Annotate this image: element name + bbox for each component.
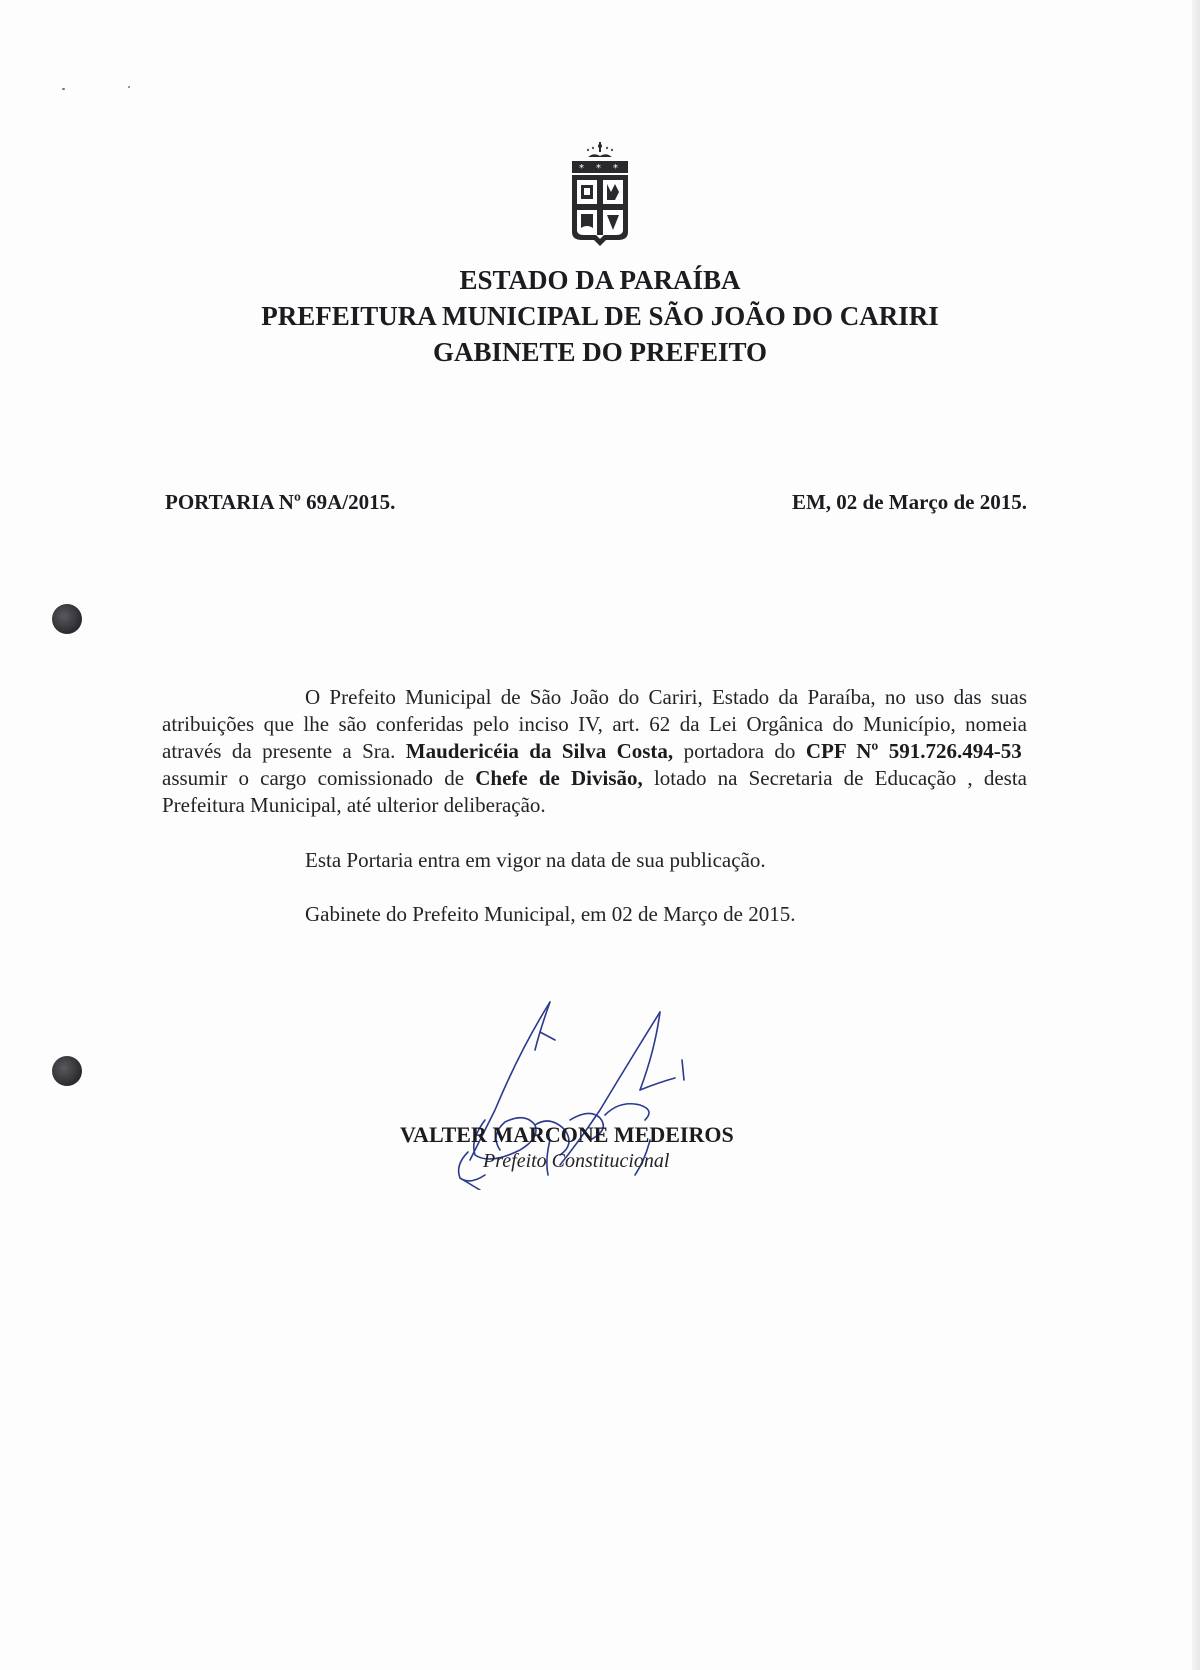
body-paragraph bbox=[162, 684, 1027, 819]
punch-hole bbox=[52, 1056, 82, 1086]
scan-speck bbox=[128, 86, 130, 88]
signer-title: Prefeito Constitucional bbox=[483, 1150, 670, 1172]
portaria-date: EM, 02 de Março de 2015. bbox=[791, 490, 1027, 514]
signer-name: VALTER MARCONE MEDEIROS bbox=[400, 1122, 734, 1147]
portaria-number: PORTARIA Nº 69A/2015. bbox=[165, 490, 396, 514]
municipal-coat-of-arms-icon bbox=[552, 140, 648, 260]
state-heading: ESTADO DA PARAÍBA bbox=[459, 265, 741, 295]
scan-edge-shadow bbox=[1192, 0, 1200, 1670]
body-after-cpf: assumir o cargo comissionado de bbox=[162, 766, 465, 790]
municipality-heading: PREFEITURA MUNICIPAL DE SÃO JOÃO DO CARIRI bbox=[261, 301, 939, 331]
cpf-number: CPF Nº 591.726.494-53 bbox=[805, 739, 1022, 763]
position-title: Chefe de Divisão, bbox=[475, 766, 643, 790]
in-force-statement: Esta Portaria entra em vigor na data de sua publicação. bbox=[305, 848, 766, 872]
body-intro: O Prefeito Municipal de São João do Cariri, Estado da Paraíba, no uso das suas atribuições que lhe são conferidas pelo inciso IV, art. 62 da Lei Orgânica do Município, nomeia através da presente a Sra. bbox=[162, 685, 1027, 763]
document-header bbox=[0, 262, 1200, 370]
scan-speck bbox=[62, 88, 65, 90]
office-heading: GABINETE DO PREFEITO bbox=[432, 337, 768, 367]
body-after-name: portadora do bbox=[683, 739, 796, 763]
appointee-name: Maudericéia da Silva Costa, bbox=[405, 739, 674, 763]
punch-hole bbox=[52, 604, 82, 634]
svg-text:*: * bbox=[596, 163, 601, 174]
place-and-date: Gabinete do Prefeito Municipal, em 02 de Março de 2015. bbox=[305, 902, 796, 926]
svg-text:*: * bbox=[579, 163, 584, 174]
body-after-position: lotado na Secretaria de Educação , desta Prefeitura Municipal, até ulterior deliberação. bbox=[162, 766, 1027, 817]
svg-text:*: * bbox=[613, 163, 618, 174]
